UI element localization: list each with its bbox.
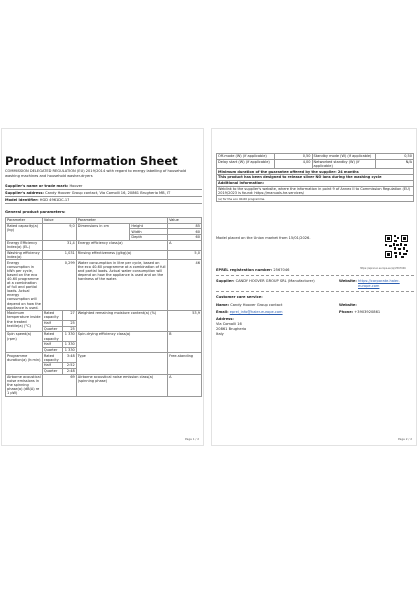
model-identifier-line: [5, 198, 202, 204]
water-consumption-label: Water consumption in litre per cycle, based on the eco 40-60 programme at a combination of full and partial loads. Actual water consumption will depend on how the appliance is used and on the hardness of the water.: [76, 260, 167, 311]
power-table: [216, 153, 414, 202]
standby-label: Standby mode (W) (if applicable): [312, 154, 376, 160]
temp-quarter-value: 25: [62, 326, 76, 332]
supplier-address-label: Supplier's address:: [5, 191, 44, 195]
website-link[interactable]: https://corporate.haier-europe.com: [358, 279, 400, 288]
standby-value: 0,50: [376, 154, 414, 160]
supplier-name-value: Hoover: [69, 184, 83, 188]
noise-emissions-label: Airborne acoustical noise emissions in the spinning phase(a) (dB(A) re 1 pW): [7, 374, 41, 396]
address-line: Via Comolli 16: [216, 322, 242, 326]
capacity-label: Rated capacity(a) (kg): [6, 223, 43, 240]
table-row: [6, 311, 202, 321]
width-value: 60: [168, 229, 202, 235]
header-parameter: Parameter: [6, 218, 43, 224]
dimensions-label: Dimensions in cm: [76, 223, 130, 240]
model-identifier-value: HGD 4961DC-17: [39, 198, 70, 202]
eprel-line: [216, 268, 289, 272]
eprel-label: EPREL registration number:: [216, 268, 273, 272]
rinsing-value: 5,0: [168, 250, 202, 260]
table-row: [6, 332, 202, 342]
supplier-label: Supplier:: [216, 279, 235, 283]
duration-half-value: 2:52: [62, 363, 76, 369]
page-number: Page 2 / 2: [398, 437, 412, 441]
header-parameter: Parameter: [76, 218, 167, 224]
energy-consumption-label: Energy consumption in kWh per cycle, based on the eco 40-60 programme at a combination of full and partial loads. Actual energy consumption will depend on how the appliance is used.: [7, 260, 41, 310]
footnote: (a) for the eco 40-60 programme.: [217, 196, 414, 202]
table-row: [6, 240, 202, 250]
delay-start-value: 4,00: [274, 159, 312, 169]
customer-care-title: Customer care service:: [216, 295, 263, 299]
supplier-address-line: [5, 191, 202, 197]
depth-value: 60: [168, 235, 202, 241]
supplier-name-line: [5, 184, 202, 190]
temp-quarter-label: Quarter: [42, 326, 62, 332]
table-row: [6, 250, 202, 260]
model-identifier-label: Model identifier:: [5, 198, 39, 202]
type-value: Free-standing: [168, 353, 202, 374]
rinsing-label: Rinsing effectiveness (g/kg)(a): [76, 250, 167, 260]
max-temperature-label: Maximum temperature inside the treated textile(a) (°C): [6, 311, 43, 332]
table-row: [6, 353, 202, 363]
delay-start-label: Delay start (W) (if applicable): [217, 159, 275, 169]
capacity-value: 9,0: [42, 223, 76, 240]
energy-class-label: Energy efficiency class(a): [76, 240, 167, 250]
care-name-label: Name:: [216, 303, 230, 307]
table-row: [217, 186, 414, 196]
min-guarantee: Minimum duration of the guarantee offered by the supplier: 24 months: [217, 169, 414, 175]
general-parameters-title: General product parameters:: [5, 210, 66, 214]
depth-label: Depth: [130, 235, 168, 241]
temp-half-label: Half: [42, 320, 62, 326]
care-phone-label: Phone:: [339, 310, 354, 314]
height-value: 85: [168, 223, 202, 229]
width-label: Width: [130, 229, 168, 235]
table-row: [6, 260, 202, 311]
remaining-moisture-label: Weighted remaining moisture content(a) (%): [76, 311, 167, 332]
weblink-text: Weblink to the supplier's website, where the information in point 9 of Annex II to Commission Regulation (EU) 2019/2023 is found: https://manuals.he.services/: [217, 186, 414, 196]
separator: [216, 291, 414, 292]
address-line: Italy: [216, 332, 224, 336]
qr-caption: https://eprel.ec.europa.eu/qr/2567046: [360, 267, 406, 270]
care-name-value: Candy Hoover Group contact: [230, 303, 283, 307]
care-email-label: Email:: [216, 310, 229, 314]
care-phone-line: [339, 310, 380, 314]
parameters-table: [5, 217, 202, 397]
table-row: [217, 159, 414, 169]
networked-standby-label: Networked standby (W) (if applicable): [312, 159, 376, 169]
remaining-moisture-value: 53,9: [168, 311, 202, 332]
networked-standby-value: N/A: [376, 159, 414, 169]
qr-code[interactable]: [384, 234, 409, 259]
page-number: Page 1 / 2: [185, 437, 199, 441]
supplier-address-value: Candy Hoover Group contact, Via Comolli 16, 20861 Brugherio MB, IT: [45, 191, 171, 195]
table-row: [217, 196, 414, 202]
additional-info-title: Additional information:: [217, 180, 414, 186]
spin-speed-label: Spin speed(a) (rpm): [6, 332, 43, 353]
address-line: 20861 Brugherio: [216, 327, 247, 331]
temp-rated-label: Rated capacity: [42, 311, 62, 321]
header-value: Value: [42, 218, 76, 224]
header-value: Value: [168, 218, 202, 224]
eprel-value: 2567046: [273, 268, 290, 272]
spin-half-label: Half: [42, 341, 62, 347]
duration-rated-value: 3:48: [62, 353, 76, 363]
table-row: [6, 374, 202, 396]
noise-class-value: A: [168, 374, 202, 396]
temp-rated-value: 27: [62, 311, 76, 321]
noise-class-label: Airborne acoustical noise emission class(a) (spinning phase): [76, 374, 167, 396]
sheet-title: Product Information Sheet: [5, 154, 178, 168]
programme-duration-label: Programme duration(a) (h:min): [6, 353, 43, 374]
eei-value: 31,4: [42, 240, 76, 250]
care-address-label: Address:: [216, 317, 234, 321]
spin-quarter-value: 1 330: [62, 347, 76, 353]
temp-half-value: 25: [62, 320, 76, 326]
off-mode-label: Off-mode (W) (if applicable): [217, 154, 275, 160]
noise-emissions-value: 69: [42, 374, 76, 396]
care-website-label: Website:: [339, 303, 357, 307]
energy-class-value: A: [168, 240, 202, 250]
supplier-value: CANDY HOOVER GROUP SRL (Manufacturer): [235, 279, 315, 283]
website-label: Website:: [339, 279, 357, 283]
silver-ions: This product has been designed to release silver NO ions during the washing cycle: [217, 175, 414, 181]
water-consumption-value: 46: [168, 260, 202, 311]
page-1: [1, 128, 204, 446]
care-email-link[interactable]: eprel_info@haier-europe.com: [229, 310, 283, 314]
duration-quarter-label: Quarter: [42, 368, 62, 374]
duration-half-label: Half: [42, 363, 62, 369]
page-2: [211, 128, 417, 446]
duration-rated-label: Rated capacity: [42, 353, 62, 363]
care-phone-value: +3903920861: [354, 310, 381, 314]
duration-quarter-value: 2:48: [62, 368, 76, 374]
washing-index-value: 1,031: [42, 250, 76, 260]
off-mode-value: 0,50: [274, 154, 312, 160]
spin-quarter-label: Quarter: [42, 347, 62, 353]
supplier-name-label: Supplier's name or trade mark:: [5, 184, 69, 188]
market-date: Model placed on the Union market from 15/01/2026.: [216, 236, 311, 240]
care-name-line: [216, 303, 282, 307]
height-label: Height: [130, 223, 168, 229]
washing-index-label: Washing efficiency index(a): [6, 250, 43, 260]
spin-class-label: Spin-drying efficiency class(a): [76, 332, 167, 353]
separator: [216, 275, 414, 276]
regulation-intro: COMMISSION DELEGATED REGULATION (EU) 2019/2014 with regard to energy labelling of household washing machines and household washer-dryers: [5, 169, 187, 178]
spin-rated-value: 1 330: [62, 332, 76, 342]
spin-class-value: B: [168, 332, 202, 353]
spin-half-value: 1 330: [62, 341, 76, 347]
spin-rated-label: Rated capacity: [42, 332, 62, 342]
supplier-line: [216, 279, 336, 283]
care-email-line: [216, 310, 283, 314]
type-label: Type: [76, 353, 167, 374]
energy-consumption-value: 0,299: [42, 260, 76, 311]
eei-label: Energy Efficiency Index(a) (EIₑ): [6, 240, 43, 250]
